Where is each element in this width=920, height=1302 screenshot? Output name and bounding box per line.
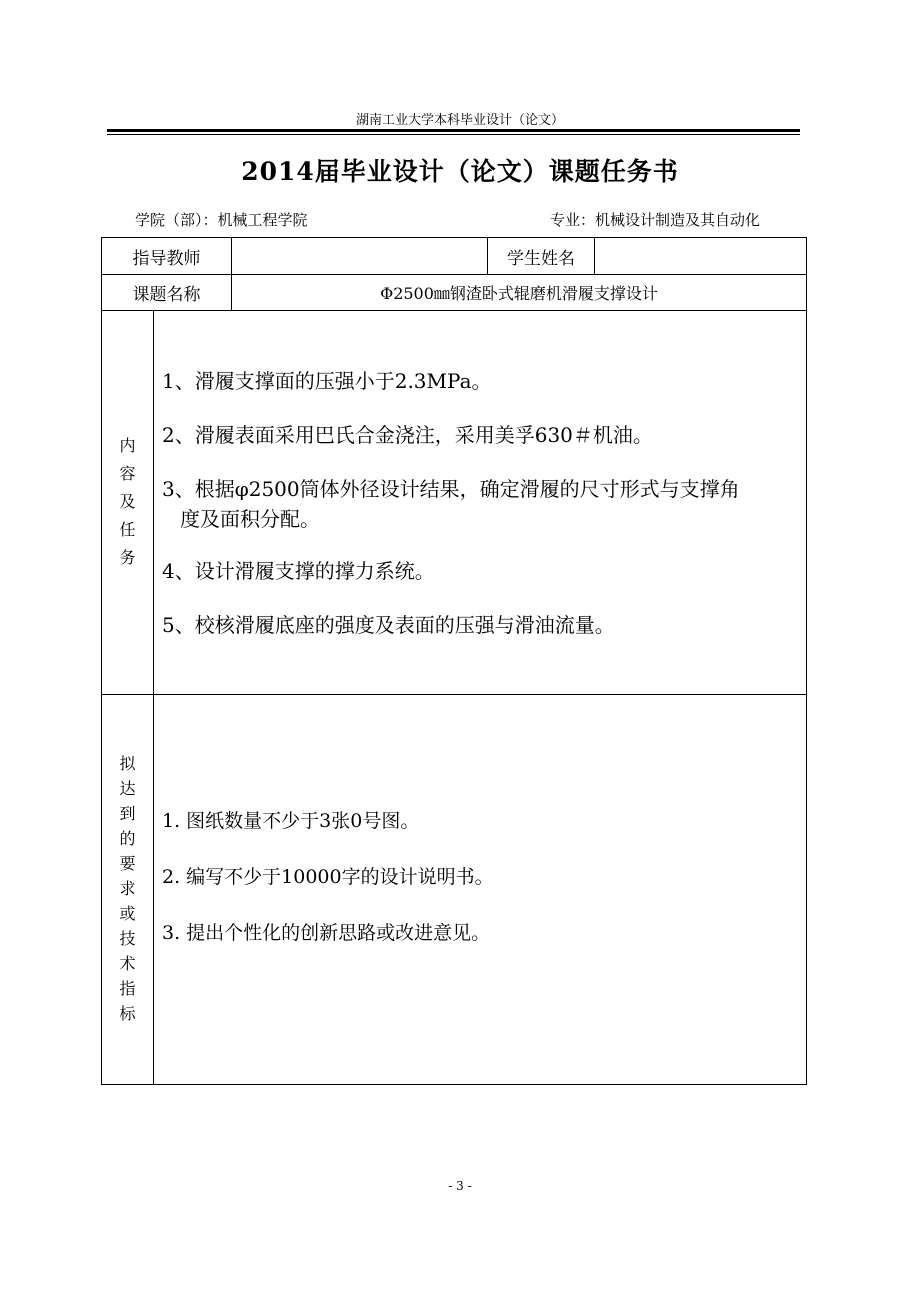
requirements-row bbox=[102, 695, 807, 1085]
requirements-label-char: 术 bbox=[119, 954, 136, 973]
page-number: - 3 - bbox=[448, 1179, 472, 1193]
requirements-label-char: 要 bbox=[119, 854, 136, 873]
requirements-label-char: 或 bbox=[119, 904, 136, 923]
task-item: 4、设计滑履支撑的撑力系统。 bbox=[162, 558, 435, 583]
requirements-label-char: 技 bbox=[119, 929, 136, 948]
advisor-row bbox=[102, 238, 807, 275]
advisor-value bbox=[232, 238, 488, 275]
student-name-label: 学生姓名 bbox=[488, 238, 595, 275]
requirements-label-char: 指 bbox=[119, 979, 136, 998]
requirements-label-char: 求 bbox=[119, 879, 136, 898]
student-name-value bbox=[595, 238, 807, 275]
requirements-label-char: 拟 bbox=[119, 754, 136, 773]
content-row bbox=[102, 311, 807, 695]
header-rule-thin bbox=[107, 134, 800, 135]
task-form bbox=[101, 237, 806, 1084]
task-item: 5、校核滑履底座的强度及表面的压强与滑油流量。 bbox=[162, 612, 615, 637]
task-item-line: 3、根据φ2500筒体外径设计结果，确定滑履的尺寸形式与支撑角 bbox=[162, 476, 740, 501]
requirement-item: 2. 编写不少于10000字的设计说明书。 bbox=[162, 865, 494, 888]
content-label-char: 容 bbox=[119, 464, 136, 483]
requirement-item: 1. 图纸数量不少于3张0号图。 bbox=[162, 809, 420, 832]
topic-row bbox=[102, 275, 807, 311]
requirements-label-char: 达 bbox=[119, 779, 136, 798]
requirements-label bbox=[102, 695, 154, 1085]
topic-label: 课题名称 bbox=[102, 275, 232, 311]
topic-value: Φ2500㎜钢渣卧式辊磨机滑履支撑设计 bbox=[232, 275, 807, 311]
running-header: 湖南工业大学本科毕业设计（论文） bbox=[355, 113, 564, 128]
requirements-cell bbox=[154, 695, 807, 1085]
task-item bbox=[162, 474, 802, 534]
requirements-label-char: 标 bbox=[119, 1004, 136, 1023]
document-title: 2014届毕业设计（论文）课题任务书 bbox=[241, 157, 679, 186]
content-label-char: 任 bbox=[119, 520, 136, 539]
content-label-char: 务 bbox=[119, 548, 136, 567]
content-label-char: 内 bbox=[119, 436, 136, 455]
college-field: 学院（部）：机械工程学院 bbox=[135, 211, 308, 229]
requirements-label-char: 到 bbox=[119, 804, 136, 823]
requirement-item: 3. 提出个性化的创新思路或改进意见。 bbox=[162, 921, 491, 944]
task-form-table bbox=[101, 237, 807, 1085]
header-rule-thick bbox=[107, 129, 800, 132]
requirements-label-char: 的 bbox=[119, 829, 136, 848]
task-item: 2、滑履表面采用巴氏合金浇注，采用美孚630＃机油。 bbox=[162, 422, 653, 447]
task-item: 1、滑履支撑面的压强小于2.3MPa。 bbox=[162, 368, 492, 393]
content-label-char: 及 bbox=[119, 492, 136, 511]
content-tasks-label bbox=[102, 311, 154, 695]
tasks-cell bbox=[154, 311, 807, 695]
advisor-label: 指导教师 bbox=[102, 238, 232, 275]
task-item-continuation: 度及面积分配。 bbox=[180, 506, 320, 531]
major-field: 专业：机械设计制造及其自动化 bbox=[550, 211, 761, 229]
